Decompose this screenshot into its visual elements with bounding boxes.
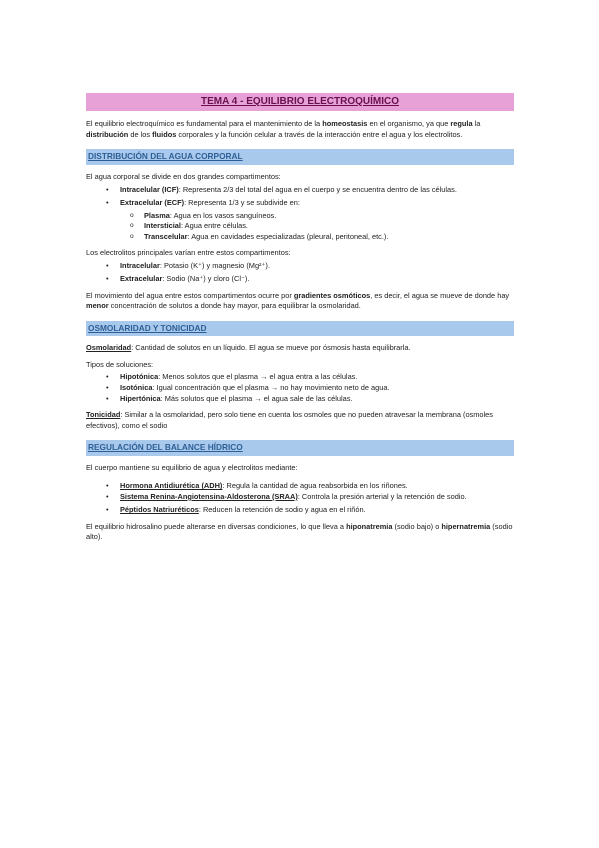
bullet-icon: • bbox=[106, 274, 109, 284]
sec1-lead: El agua corporal se divide en dos grandes compartimentos: bbox=[86, 172, 281, 181]
bullet-icon: • bbox=[106, 505, 109, 515]
ecf-sublist bbox=[86, 211, 514, 243]
bullet-icon: • bbox=[106, 393, 109, 403]
list-item-intersticial: o Intersticial: Agua entre células. bbox=[130, 221, 248, 231]
movement-paragraph: El movimiento del agua entre estos compartimentos ocurre por gradientes osmóticos, es decir, el agua se mueve de donde hay menor concentración de solutos a donde hay mayor, para equilibrar la osmolaridad. bbox=[86, 290, 510, 311]
document-content bbox=[86, 93, 514, 549]
regulation-list bbox=[86, 481, 514, 516]
types-lead: Tipos de soluciones: bbox=[86, 359, 154, 369]
electrolytes-lead: Los electrolitos principales varían entre estos compartimentos: bbox=[86, 248, 291, 258]
list-item-hipertonica: • Hipertónica: Más solutos que el plasma → el agua sale de las células. bbox=[106, 393, 353, 403]
solution-types-list bbox=[86, 372, 514, 404]
bullet-icon: • bbox=[106, 184, 109, 194]
list-item-sraa: • Sistema Renina-Angiotensina-Aldosterona (SRAA): Controla la presión arterial y la retención de sodio. bbox=[106, 491, 467, 501]
list-item-transcelular: o Transcelular: Agua en cavidades especializadas (pleural, peritoneal, etc.). bbox=[130, 231, 389, 241]
list-item-plasma: o Plasma: Agua en los vasos sanguíneos. bbox=[130, 210, 277, 220]
list-item-icf: • Intracelular (ICF): Representa 2/3 del total del agua en el cuerpo y se encuentra dentro de las células. bbox=[106, 184, 457, 194]
electrolytes-list bbox=[86, 261, 514, 285]
list-item-intracelular: • Intracelular: Potasio (K⁺) y magnesio (Mg²⁺). bbox=[106, 260, 270, 270]
bullet-icon: • bbox=[106, 260, 109, 270]
bullet-icon: • bbox=[106, 198, 109, 208]
list-item-adh: • Hormona Antidiurética (ADH): Regula la cantidad de agua reabsorbida en los riñones. bbox=[106, 481, 408, 491]
section-heading-osmolaridad: OSMOLARIDAD Y TONICIDAD bbox=[86, 321, 514, 337]
sub-bullet-icon: o bbox=[130, 232, 134, 240]
list-item-isotonica: • Isotónica: Igual concentración que el plasma → no hay movimiento neto de agua. bbox=[106, 383, 390, 392]
bullet-icon: • bbox=[106, 481, 109, 491]
tonicidad-paragraph: Tonicidad: Similar a la osmolaridad, pero solo tiene en cuenta los osmoles que no pueden atravesar la membrana (osmoles efectivos), como el sodio bbox=[86, 410, 493, 430]
intro-paragraph: El equilibrio electroquímico es fundamental para el mantenimiento de la homeostasis en el organismo, ya que regula la distribución de los fluidos corporales y la función celular a través de la interacción entre el agua y los electrolitos. bbox=[86, 119, 481, 139]
list-item-ecf: • Extracelular (ECF): Representa 1/3 y se subdivide en: bbox=[106, 198, 300, 208]
sub-bullet-icon: o bbox=[130, 222, 134, 230]
closing-paragraph: El equilibrio hidrosalino puede alterarse en diversas condiciones, lo que lleva a hiponatremia (sodio bajo) o hipernatremia (sodio alto). bbox=[86, 521, 513, 542]
sec3-lead: El cuerpo mantiene su equilibrio de agua y electrolitos mediante: bbox=[86, 462, 298, 472]
list-item-hipotonica: • Hipotónica: Menos solutos que el plasma → el agua entra a las células. bbox=[106, 372, 358, 382]
osmolaridad-paragraph: Osmolaridad: Cantidad de solutos en un líquido. El agua se mueve por ósmosis hasta equilibrarla. bbox=[86, 343, 411, 353]
bullet-icon: • bbox=[106, 491, 109, 501]
section-heading-regulacion: REGULACIÓN DEL BALANCE HÍDRICO bbox=[86, 440, 514, 456]
page-title: TEMA 4 - EQUILIBRIO ELECTROQUÍMICO bbox=[86, 93, 514, 111]
bullet-icon: • bbox=[106, 372, 109, 382]
bullet-icon: • bbox=[106, 383, 109, 392]
sub-bullet-icon: o bbox=[130, 211, 134, 219]
list-item-peptidos: • Péptidos Natriuréticos: Reducen la retención de sodio y agua en el riñón. bbox=[106, 505, 366, 515]
section-heading-distribucion: DISTRIBUCIÓN DEL AGUA CORPORAL bbox=[86, 149, 514, 165]
compartments-list bbox=[86, 185, 514, 209]
list-item-extracelular: • Extracelular: Sodio (Na⁺) y cloro (Cl⁻). bbox=[106, 274, 250, 284]
